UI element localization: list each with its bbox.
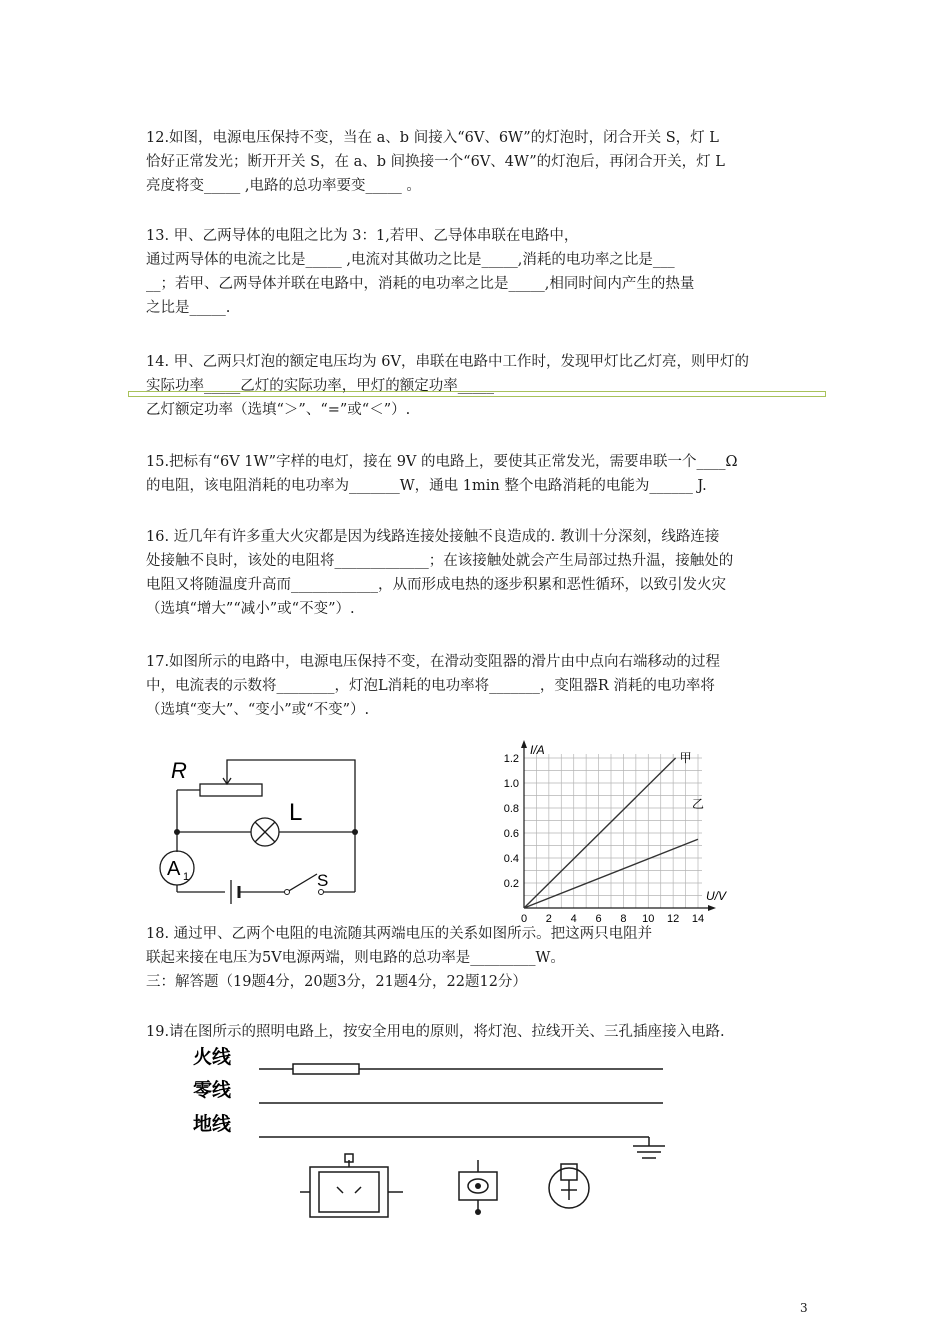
ammeter-label: A <box>167 858 181 880</box>
rheostat-label: R <box>171 758 187 783</box>
y-tick-label: 1.2 <box>503 753 519 765</box>
y-tick-label: 0.2 <box>503 878 519 890</box>
q14-line1: 14. 甲、乙两只灯泡的额定电压均为 6V，串联在电路中工作时，发现甲灯比乙灯亮，则甲灯的 <box>146 354 749 370</box>
q13-line3: __；若甲、乙两导体并联在电路中，消耗的电功率之比是_____,相同时间内产生的热量 <box>146 276 695 292</box>
q17-line1: 17.如图所示的电路中，电源电压保持不变，在滑动变阻器的滑片由中点向右端移动的过程 <box>146 654 721 670</box>
q17-line2: 中，电流表的示数将________，灯泡L消耗的电功率将_______，变阻器R 消耗的电功率将 <box>146 678 715 694</box>
q13-line2: 通过两导体的电流之比是_____ ,电流对其做功之比是_____,消耗的电功率之比是___ <box>146 252 675 268</box>
q17-line3: （选填“变大”、“变小”或“不变”）. <box>146 702 370 718</box>
y-tick-label: 0.8 <box>503 803 519 815</box>
y-axis-label: I/A <box>530 743 545 757</box>
y-axis-arrow <box>521 740 527 748</box>
earth-wire-label: 地线 <box>193 1114 232 1135</box>
x-tick-label: 12 <box>667 913 680 925</box>
question-13 <box>146 224 810 320</box>
x-axis-label: U/V <box>706 889 727 903</box>
x-tick-label: 14 <box>691 913 705 925</box>
question-15 <box>146 450 810 498</box>
wiring-diagram <box>185 1042 675 1222</box>
y-tick-label: 0.4 <box>503 853 519 865</box>
x-tick-label: 2 <box>545 913 552 925</box>
x-tick-label: 10 <box>642 913 655 925</box>
question-19 <box>146 1020 810 1044</box>
switch-label: S <box>317 871 329 890</box>
question-14 <box>146 350 810 422</box>
y-tick-label: 0.6 <box>503 828 519 840</box>
x-tick-label: 6 <box>595 913 602 925</box>
q16-line3: 电阻又将随温度升高而____________，从而形成电热的逐步积累和恶性循环，以致引发火灾 <box>146 577 726 593</box>
x-tick-label: 4 <box>570 913 577 925</box>
q12-line1: 12.如图，电源电压保持不变，当在 a、b 间接入“6V、6W”的灯泡时，闭合开关 S，灯 L <box>146 130 719 146</box>
live-wire-label: 火线 <box>193 1047 232 1068</box>
question-18 <box>146 922 810 994</box>
page-number: 3 <box>800 1301 808 1315</box>
series-label: 甲 <box>679 751 692 765</box>
neutral-wire-label: 零线 <box>193 1080 232 1101</box>
q18-line1: 18. 通过甲、乙两个电阻的电流随其两端电压的关系如图所示。把这两只电阻并 <box>146 926 653 942</box>
q12-line2: 恰好正常发光；断开开关 S，在 a、b 间换接一个“6V、4W”的灯泡后，再闭合开关，灯 L <box>146 154 725 170</box>
rheostat-icon <box>200 784 262 796</box>
x-axis-arrow <box>708 905 716 911</box>
q15-line2: 的电阻，该电阻消耗的电功率为_______W，通电 1min 整个电路消耗的电能为______ J. <box>146 478 707 494</box>
circuit-diagram <box>145 750 375 910</box>
q16-line4: （选填“增大”“减小”或“不变”）. <box>146 601 355 617</box>
question-17 <box>146 650 810 722</box>
q12-line3: 亮度将变_____ ,电路的总功率要变_____ 。 <box>146 178 421 194</box>
q14-line3: 乙灯额定功率（选填“＞”、“=”或“＜”）. <box>146 402 411 418</box>
q13-line4: 之比是_____. <box>146 300 231 316</box>
ammeter-subscript: 1 <box>183 871 190 883</box>
q19-line1: 19.请在图所示的照明电路上，按安全用电的原则，将灯泡、拉线开关、三孔插座接入电路. <box>146 1024 725 1040</box>
x-tick-label: 8 <box>620 913 627 925</box>
fuse-icon <box>293 1064 359 1074</box>
q15-line1: 15.把标有“6V 1W”字样的电灯，接在 9V 的电路上，要使其正常发光，需要串联一个____Ω <box>146 454 738 470</box>
section-3-heading: 三：解答题（19题4分，20题3分，21题4分，22题12分） <box>146 974 527 990</box>
switch-icon <box>287 874 317 892</box>
lamp-label: L <box>289 799 303 826</box>
q16-line1: 16. 近几年有许多重大火灾都是因为线路连接处接触不良造成的. 教训十分深刻，线路连接 <box>146 529 720 545</box>
y-tick-label: 1.0 <box>503 778 519 790</box>
x-tick-label: 0 <box>520 913 528 925</box>
q18-line2: 联起来接在电压为5V电源两端，则电路的总功率是_________W。 <box>146 950 565 966</box>
q13-line1: 13. 甲、乙两导体的电阻之比为 3：1,若甲、乙导体串联在电路中， <box>146 228 579 244</box>
q14-line2: 实际功率_____乙灯的实际功率，甲灯的额定功率_____ <box>146 378 494 394</box>
series-label: 乙 <box>692 797 705 811</box>
iu-chart <box>488 740 728 936</box>
socket-icon <box>310 1167 388 1217</box>
question-12 <box>146 126 810 198</box>
question-16 <box>146 525 810 621</box>
q16-line2: 处接触不良时，该处的电阻将_____________；在该接触处就会产生局部过热升温，接触处的 <box>146 553 734 569</box>
